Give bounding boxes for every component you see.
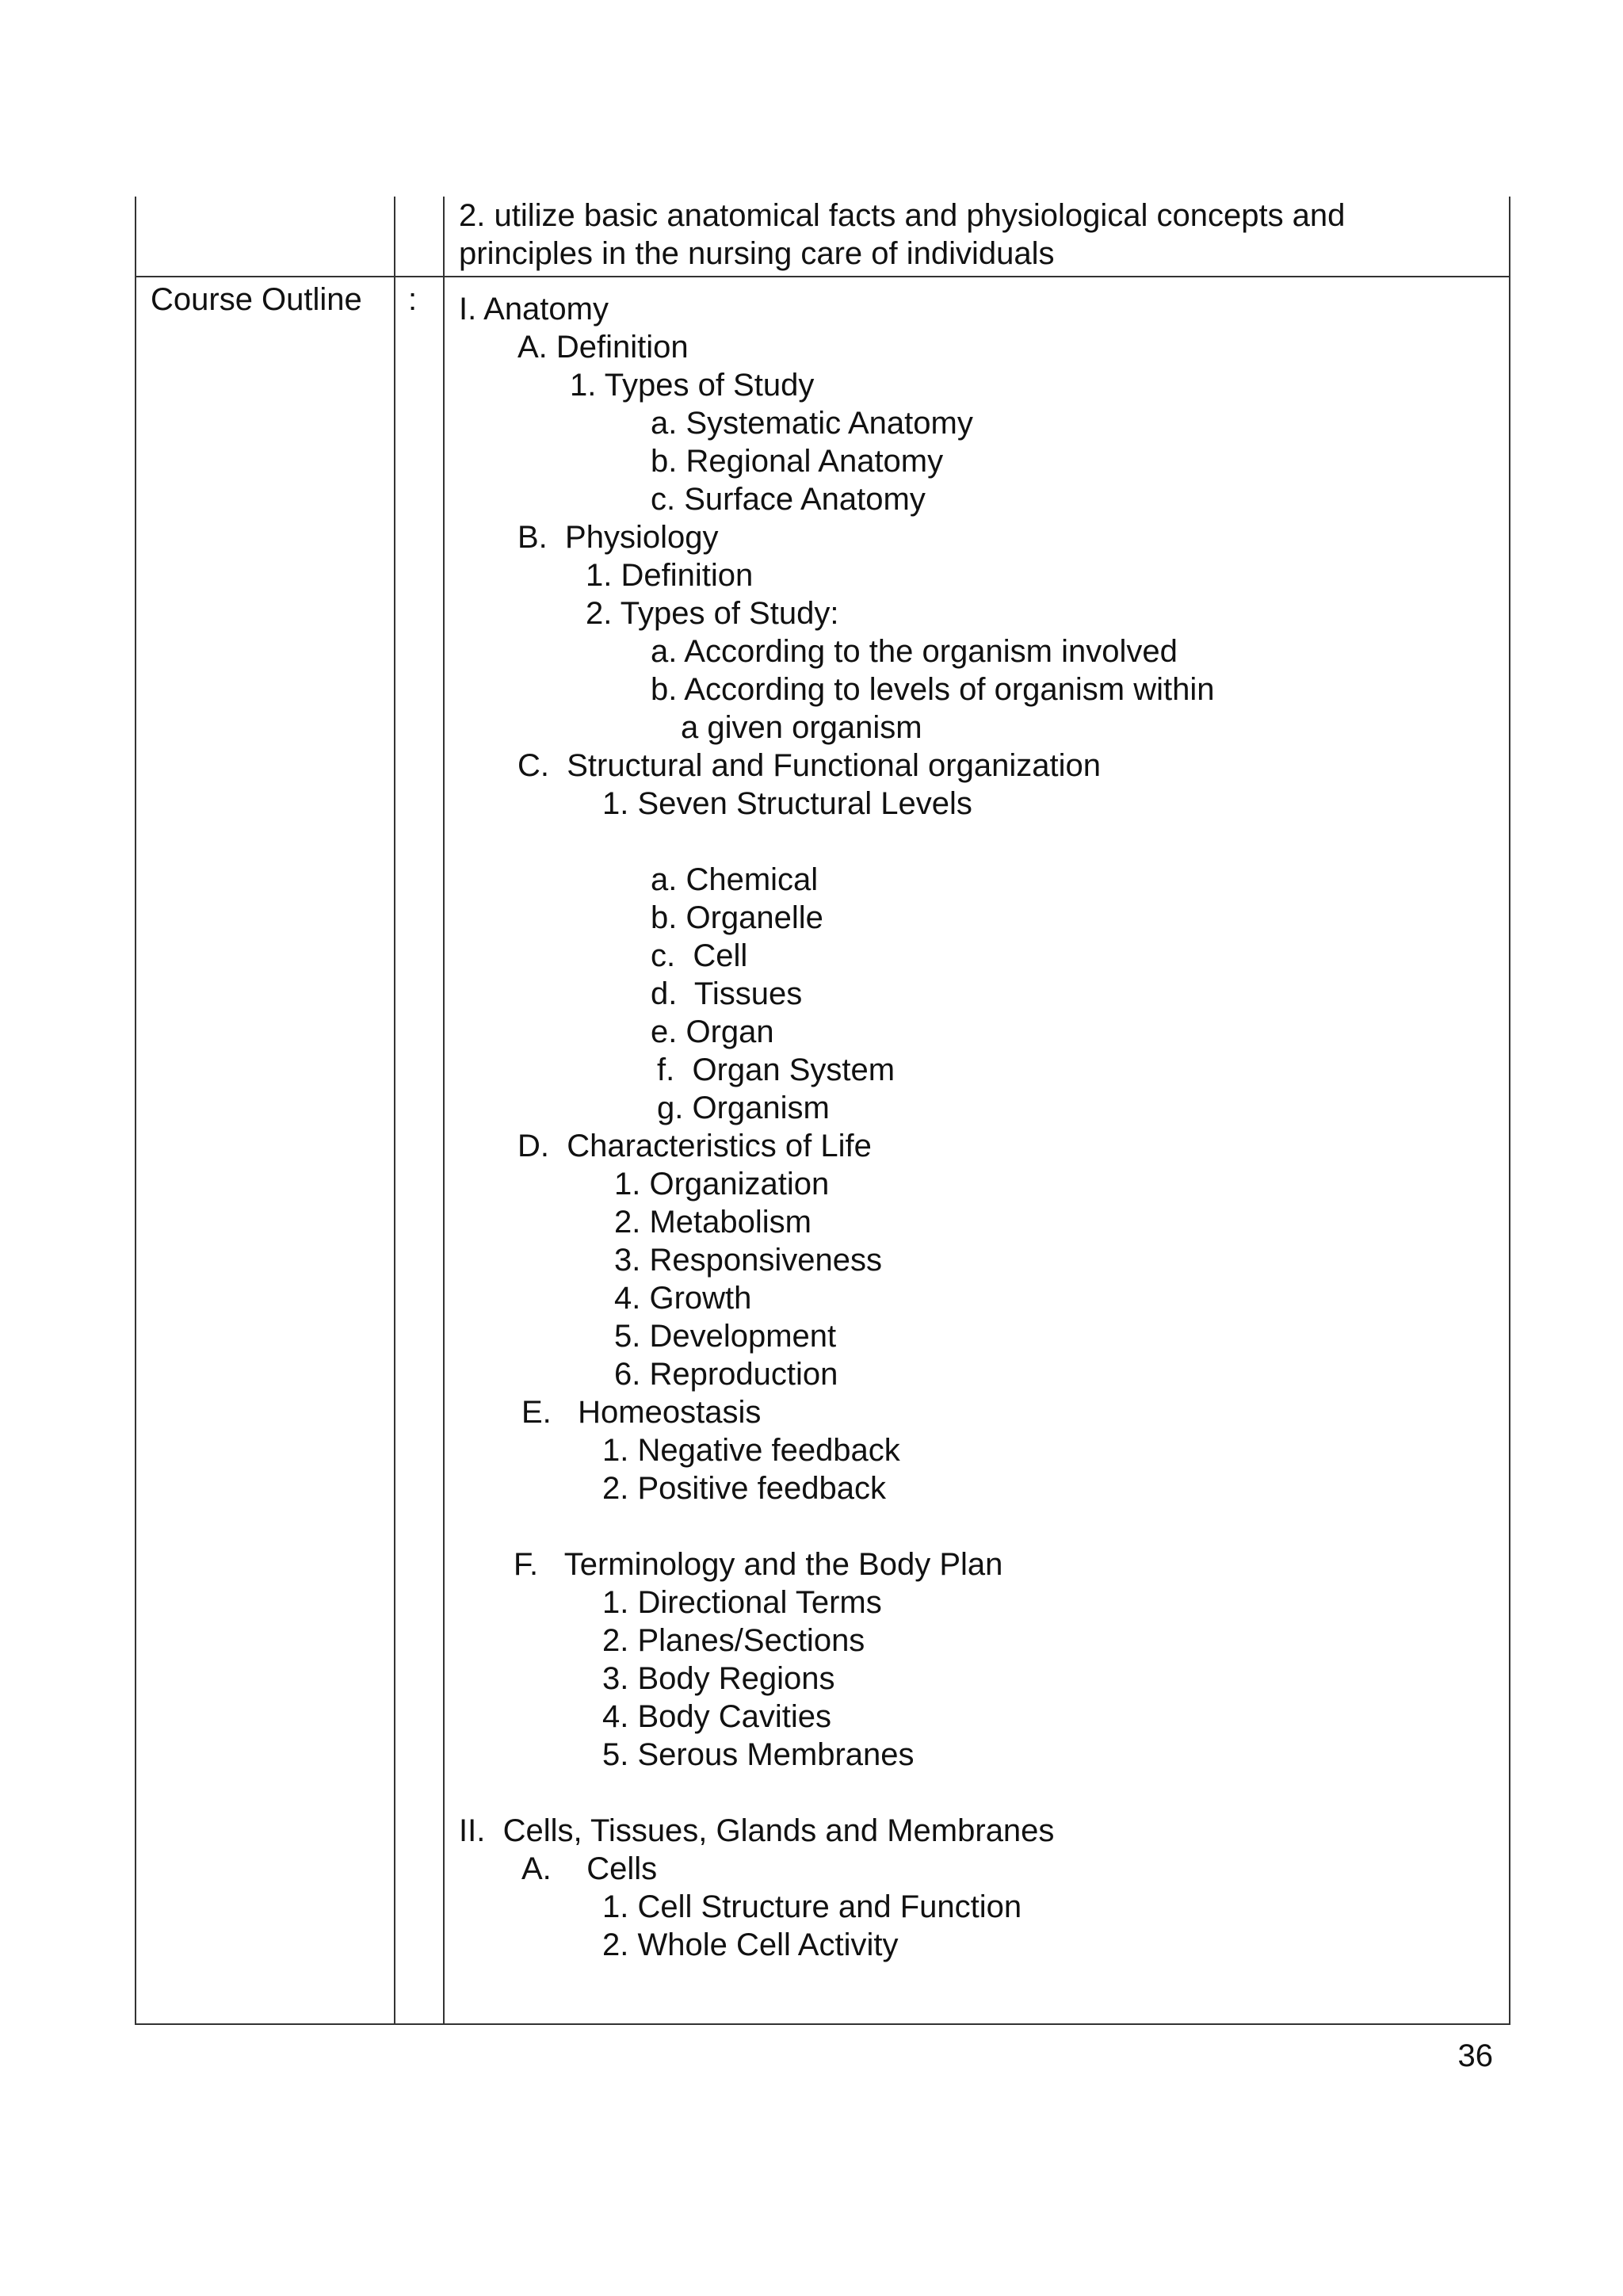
outline-item: F. Terminology and the Body Plan [514, 1547, 1003, 1582]
outline-blank-line [459, 1507, 1495, 1545]
course-outline-content [444, 277, 1510, 2024]
outline-item: B. Physiology [517, 520, 719, 555]
continuation-content-cell [444, 197, 1510, 277]
outline-item: 3. Responsiveness [614, 1243, 882, 1278]
outline-item: 1. Types of Study [570, 368, 815, 403]
outline-item: 4. Growth [614, 1281, 752, 1316]
course-table [135, 197, 1510, 2025]
outline-item: a. Chemical [651, 862, 819, 897]
outline-item: 6. Reproduction [614, 1357, 838, 1392]
outline-item: a given organism [681, 710, 922, 745]
outline-item: E. Homeostasis [521, 1395, 762, 1430]
outline-blank-line [459, 823, 1495, 861]
continuation-label-cell [136, 197, 395, 277]
outline-item: 3. Body Regions [602, 1661, 835, 1696]
outline-item: 1. Cell Structure and Function [602, 1889, 1022, 1924]
outline-item: 2. Types of Study: [586, 596, 839, 631]
course-outline-colon: : [395, 277, 444, 2024]
outline-item: 2. Positive feedback [602, 1471, 886, 1506]
outline-item: 1. Definition [586, 558, 754, 593]
objective-line-2: principles in the nursing care of individuals [459, 236, 1055, 271]
outline-item: a. According to the organism involved [651, 634, 1178, 669]
outline-item: A. Definition [517, 330, 689, 365]
outline-item: c. Surface Anatomy [651, 482, 926, 517]
objectives-continuation-row [136, 197, 1510, 277]
outline-item: 2. Planes/Sections [602, 1623, 865, 1658]
outline-item: a. Systematic Anatomy [651, 406, 973, 441]
continuation-colon-cell [395, 197, 444, 277]
course-outline-label: Course Outline [136, 277, 395, 2024]
outline-list [459, 290, 1495, 1964]
outline-item: 2. Metabolism [614, 1205, 812, 1240]
outline-item: 1. Seven Structural Levels [602, 786, 972, 821]
outline-item: b. According to levels of organism within [651, 672, 1215, 707]
outline-item: 5. Development [614, 1319, 837, 1354]
outline-item: D. Characteristics of Life [517, 1129, 872, 1163]
outline-item: b. Regional Anatomy [651, 444, 944, 479]
outline-item: c. Cell [651, 938, 748, 973]
course-outline-row [136, 277, 1510, 2024]
outline-item: II. Cells, Tissues, Glands and Membranes [459, 1813, 1055, 1848]
outline-item: 1. Organization [614, 1167, 830, 1201]
page-number: 36 [1457, 2038, 1493, 2073]
outline-item: f. Organ System [657, 1052, 896, 1087]
outline-item: 4. Body Cavities [602, 1699, 832, 1734]
objective-line-1: 2. utilize basic anatomical facts and physiological concepts and [459, 198, 1346, 233]
outline-item: C. Structural and Functional organization [517, 748, 1101, 783]
outline-item: b. Organelle [651, 900, 823, 935]
outline-item: 5. Serous Membranes [602, 1737, 915, 1772]
outline-item: g. Organism [657, 1091, 830, 1125]
outline-blank-line [459, 1774, 1495, 1812]
outline-item: e. Organ [651, 1014, 774, 1049]
outline-item: 2. Whole Cell Activity [602, 1927, 899, 1962]
outline-item: 1. Directional Terms [602, 1585, 882, 1620]
outline-item: 1. Negative feedback [602, 1433, 900, 1468]
outline-item: d. Tissues [651, 976, 803, 1011]
outline-item: I. Anatomy [459, 292, 609, 327]
outline-item: A. Cells [521, 1851, 658, 1886]
